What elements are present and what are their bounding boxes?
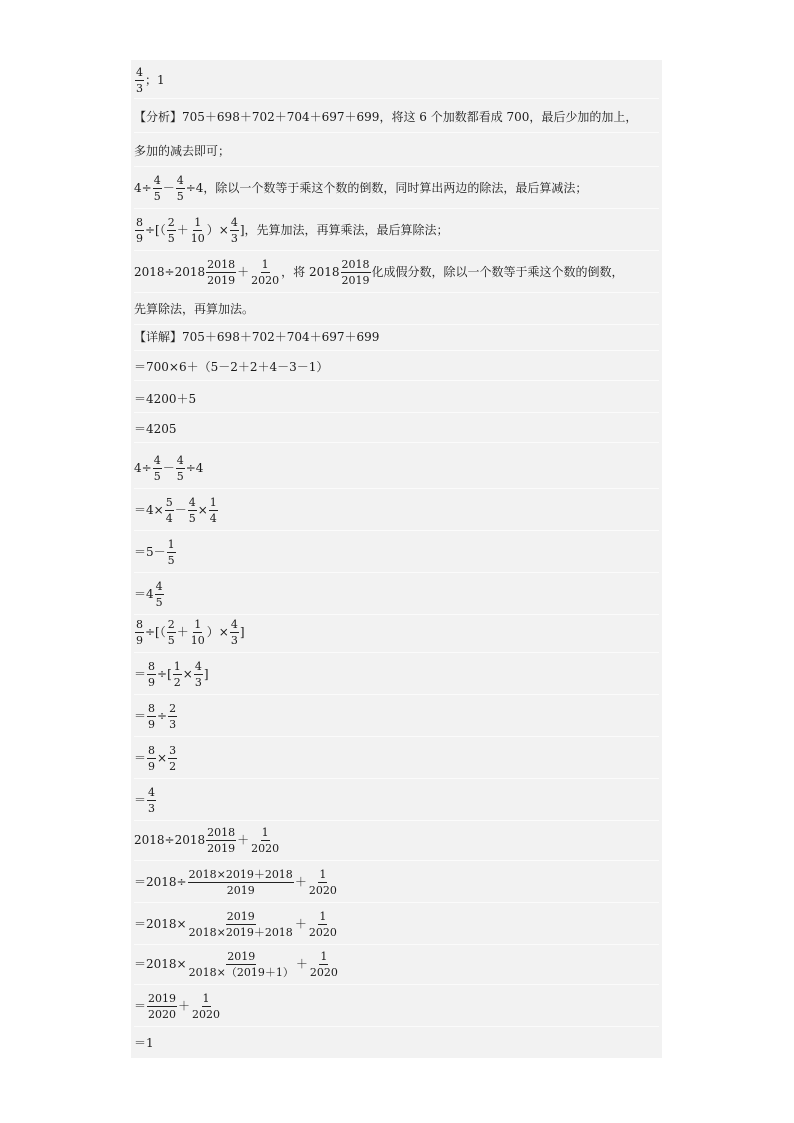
denominator: 10 [190, 231, 205, 245]
numerator: 4 [148, 785, 156, 799]
detail-line-1 [134, 324, 659, 351]
denominator: 5 [176, 189, 184, 203]
numerator: 2018 [207, 825, 236, 839]
numerator: 2019 [226, 909, 255, 923]
numerator: 2018 [207, 257, 236, 271]
numerator: 5 [165, 495, 173, 509]
fraction [155, 580, 164, 609]
analysis-line-1 [134, 102, 659, 133]
numerator: 1 [173, 659, 181, 673]
numerator: 1 [320, 949, 328, 963]
numerator: 1 [319, 867, 327, 881]
numerator: 8 [136, 617, 143, 631]
numerator: 1 [167, 537, 175, 551]
math-text: ＝4× [134, 503, 164, 517]
denominator: 4 [209, 511, 217, 525]
denominator: 2018×（2019＋1） [188, 965, 294, 979]
detail-step [134, 862, 659, 903]
math-text: － [174, 503, 187, 517]
denominator: 9 [136, 633, 143, 647]
denominator: 3 [194, 675, 202, 689]
denominator: 2019 [207, 841, 236, 855]
math-text: 705＋698＋702＋704＋697＋699，将这 6 个加数都看成 700，最后少加的加上， [182, 110, 638, 124]
denominator: 5 [153, 469, 161, 483]
denominator: 2019 [341, 273, 370, 287]
fraction [147, 992, 177, 1021]
denominator: 2020 [192, 1007, 221, 1021]
math-text: ＋ [237, 265, 250, 279]
math-text: ÷4，除以一个数等于乘这个数的倒数，同时算出两边的除法，最后算减法； [185, 181, 588, 195]
numerator: 8 [148, 701, 156, 715]
math-text: ＝2018× [134, 957, 187, 971]
math-text: ＝ [134, 999, 147, 1013]
fraction [135, 618, 144, 647]
denominator: 5 [167, 633, 175, 647]
math-text: × [197, 503, 208, 517]
math-text: ＝5－ [134, 545, 166, 559]
numerator: 3 [169, 743, 177, 757]
detail-step [134, 386, 659, 413]
denominator: 2018×2019＋2018 [188, 925, 293, 939]
numerator: 8 [136, 215, 143, 229]
fraction [250, 826, 280, 855]
detail-step [134, 416, 659, 443]
denominator: 2020 [309, 965, 338, 979]
fraction [188, 496, 197, 525]
analysis-line-6 [134, 294, 659, 325]
fraction [188, 868, 294, 897]
numerator: 4 [176, 173, 184, 187]
math-text: － [162, 461, 175, 475]
fraction [147, 786, 156, 815]
detail-step [134, 738, 659, 779]
math-text: 705＋698＋702＋704＋697＋699 [182, 330, 380, 344]
detail-step [134, 820, 659, 861]
denominator: 2020 [308, 883, 337, 897]
numerator: 1 [194, 617, 202, 631]
detail-step [134, 986, 659, 1027]
math-text: ＋ [178, 999, 191, 1013]
numerator: 4 [153, 453, 161, 467]
fraction [167, 618, 176, 647]
numerator: 1 [194, 215, 202, 229]
math-text: 2018÷2018 [134, 265, 206, 279]
analysis-tag: 【分析】 [134, 110, 183, 124]
numerator: 4 [230, 215, 238, 229]
math-text: ＝700×6＋（5－2＋2＋4－3－1） [134, 360, 329, 374]
denominator: 5 [153, 189, 161, 203]
numerator: 4 [153, 173, 161, 187]
math-text: 多加的减去即可； [134, 144, 231, 158]
denominator: 2020 [251, 841, 280, 855]
denominator: 2 [169, 759, 177, 773]
math-text: ＝ [134, 667, 147, 681]
fraction [206, 258, 236, 287]
math-text: × [157, 751, 168, 765]
fraction [147, 660, 156, 689]
fraction [308, 868, 338, 897]
math-text: ＋ [237, 833, 250, 847]
answer-line [134, 62, 659, 99]
math-text: 化成假分数，除以一个数等于乘这个数的倒数， [371, 265, 624, 279]
fraction [309, 950, 339, 979]
numerator: 4 [194, 659, 202, 673]
math-text: ＋ [176, 223, 189, 237]
fraction [230, 618, 239, 647]
denominator: 3 [136, 81, 143, 95]
denominator: 2 [173, 675, 181, 689]
numerator: 2018×2019＋2018 [188, 867, 293, 881]
fraction [153, 454, 162, 483]
fraction [153, 174, 162, 203]
fraction [168, 702, 177, 731]
numerator: 1 [319, 909, 327, 923]
numerator: 2018 [341, 257, 370, 271]
denominator: 9 [148, 675, 156, 689]
denominator: 2020 [251, 273, 280, 287]
numerator: 1 [261, 825, 269, 839]
numerator: 4 [188, 495, 196, 509]
math-text: ＝ [134, 709, 147, 723]
denominator: 9 [148, 717, 156, 731]
denominator: 9 [136, 231, 143, 245]
fraction [190, 618, 206, 647]
analysis-line-5 [134, 252, 659, 293]
denominator: 5 [188, 511, 196, 525]
math-text: 1 [157, 73, 165, 87]
math-text: ； [145, 73, 158, 87]
math-text: ＋ [294, 917, 307, 931]
numerator: 8 [148, 659, 156, 673]
numerator: 8 [148, 743, 156, 757]
denominator: 5 [167, 553, 175, 567]
solution-panel [131, 60, 662, 1058]
math-text: 4÷ [134, 181, 152, 195]
fraction [191, 992, 221, 1021]
fraction [250, 258, 280, 287]
analysis-line-4 [134, 210, 659, 251]
math-text: ＝ [134, 751, 147, 765]
detail-step [134, 612, 659, 653]
numerator: 4 [176, 453, 184, 467]
math-text: ）× [206, 223, 229, 237]
fraction [206, 826, 236, 855]
math-text: 4÷ [134, 461, 152, 475]
denominator: 10 [190, 633, 205, 647]
detail-step [134, 654, 659, 695]
numerator: 1 [261, 257, 269, 271]
math-text: ] [203, 667, 209, 681]
denominator: 2019 [207, 273, 236, 287]
fraction [190, 216, 206, 245]
denominator: 5 [155, 595, 163, 609]
detail-step [134, 354, 659, 381]
fraction [147, 702, 156, 731]
fraction [168, 744, 177, 773]
numerator: 2 [169, 701, 177, 715]
fraction [194, 660, 203, 689]
numerator: 4 [155, 579, 163, 593]
math-text: 2018÷2018 [134, 833, 206, 847]
denominator: 5 [176, 469, 184, 483]
math-text: ÷[ [157, 667, 172, 681]
math-text: ]，先算加法，再算乘法，最后算除法； [239, 223, 449, 237]
numerator: 4 [136, 65, 143, 79]
math-text: ] [239, 625, 245, 639]
denominator: 3 [230, 231, 238, 245]
denominator: 2020 [148, 1007, 177, 1021]
detail-step [134, 574, 659, 615]
detail-step [134, 780, 659, 821]
math-text: ，将 2018 [281, 265, 340, 279]
math-text: ）× [206, 625, 229, 639]
denominator: 3 [169, 717, 177, 731]
math-text: × [182, 667, 193, 681]
denominator: 2019 [226, 883, 255, 897]
detail-step [134, 448, 659, 489]
math-text: ÷[（ [145, 223, 166, 237]
fraction [167, 216, 176, 245]
fraction [176, 454, 185, 483]
numerator: 2 [167, 617, 175, 631]
numerator: 2019 [227, 949, 256, 963]
math-text: ＝2018÷ [134, 875, 187, 889]
detail-result [134, 1030, 659, 1056]
math-text: ＋ [294, 875, 307, 889]
fraction [209, 496, 218, 525]
math-text: ＝2018× [134, 917, 187, 931]
detail-step [134, 532, 659, 573]
numerator: 1 [202, 991, 210, 1005]
math-text: － [162, 181, 175, 195]
math-text: ÷[（ [145, 625, 166, 639]
detail-step [134, 490, 659, 531]
math-text: ＝4205 [134, 422, 177, 436]
analysis-line-2 [134, 136, 659, 167]
detail-tag: 【详解】 [134, 330, 183, 344]
denominator: 4 [165, 511, 173, 525]
fraction [188, 950, 295, 979]
numerator: 1 [209, 495, 217, 509]
answer-fraction [135, 66, 144, 95]
analysis-line-3 [134, 168, 659, 209]
math-text: 先算除法，再算加法。 [134, 302, 255, 316]
numerator: 4 [230, 617, 238, 631]
numerator: 2019 [148, 991, 177, 1005]
math-text: ＋ [295, 957, 308, 971]
fraction [176, 174, 185, 203]
fraction [173, 660, 182, 689]
fraction [165, 496, 174, 525]
numerator: 2 [167, 215, 175, 229]
fraction [135, 216, 144, 245]
fraction [308, 910, 338, 939]
denominator: 5 [167, 231, 175, 245]
math-text: ＋ [176, 625, 189, 639]
denominator: 3 [148, 801, 156, 815]
fraction [188, 910, 294, 939]
fraction [167, 538, 176, 567]
math-text: ＝ [134, 793, 147, 807]
math-text: ＝1 [134, 1036, 154, 1050]
math-text: ÷4 [185, 461, 204, 475]
detail-step [134, 696, 659, 737]
math-text: ÷ [157, 709, 168, 723]
fraction [230, 216, 239, 245]
detail-step [134, 904, 659, 945]
fraction [341, 258, 371, 287]
denominator: 2020 [308, 925, 337, 939]
math-text: ＝4 [134, 587, 154, 601]
detail-step [134, 944, 659, 985]
denominator: 3 [230, 633, 238, 647]
math-text: ＝4200＋5 [134, 392, 197, 406]
fraction [147, 744, 156, 773]
denominator: 9 [148, 759, 156, 773]
